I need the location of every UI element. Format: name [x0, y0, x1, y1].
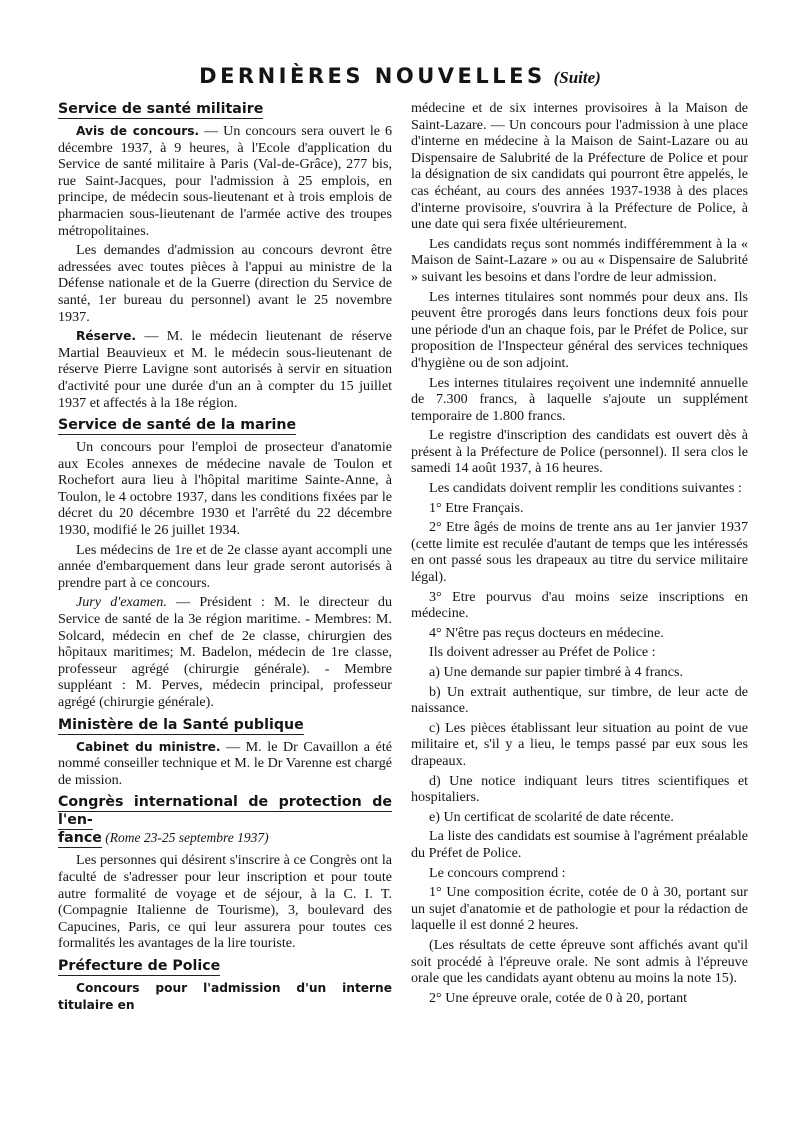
list-item: 4° N'être pas reçus docteurs en médecine. [429, 624, 664, 641]
paragraph: Jury d'examen. — Président : M. le directeur du Service de santé de la 3e région maritime. - Membres: M. Solcard, médecin en chef de 2e classe, chirurgien des hôpitaux maritimes; M. Badelon, médecin de 1re classe, professeur agrégé (chirurgie générale). - Membre suppléant : M. Perves, médecin principal, professeur agrégé (chirurgie générale). [58, 594, 392, 710]
list-item: 2° Une épreuve orale, cotée de 0 à 20, portant [429, 989, 688, 1006]
paragraph: Concours pour l'admission d'un interne titulaire en [58, 980, 392, 1012]
paragraph: (Les résultats de cette épreuve sont affichés avant qu'il soit procédé à l'épreuve orale. Ne sont admis à l'épreuve orale que les candidats ayant obtenu au moins la note 15). [411, 936, 748, 987]
list-item: e) Un certificat de scolarité de date récente. [429, 808, 674, 825]
paragraph: médecine et de six internes provisoires à la Maison de Saint-Lazare. — Un concours pour l'admission à une place d'interne en médecine à la Maison de Saint-Lazare ou au Dispensaire de Salubrité de la Préfecture de Police et pour la désignation de six candidats qui pourront être appelés, le cas échéant, au cours des années 1937-1938 à des places d'interne provisoire, s'ouvrira à la Préfecture de Police, à une date qui sera fixée ultérieurement. [411, 100, 748, 233]
section-heading: Congrès international de protection de l'en- fance (Rome 23-25 septembre 1937) [58, 794, 392, 847]
list-item: b) Un extrait authentique, sur timbre, de leur acte de naissance. [411, 683, 748, 717]
section-heading: Préfecture de Police [58, 957, 221, 974]
list-item: 1° Une composition écrite, cotée de 0 à 30, portant sur un sujet d'anatomie et de pathologie et pour la rédaction de laquelle il est donné 2 heures. [411, 884, 748, 934]
paragraph: Les internes titulaires sont nommés pour deux ans. Ils peuvent être prorogés dans leurs fonctions deux fois pour une période d'un an chaque fois, par le Préfet de Police, sur proposition de l'Inspecteur général des services techniques d'hygiène ou de son adjoint. [411, 288, 748, 371]
header-suite: (Suite) [553, 68, 601, 87]
list-item: 1° Etre Français. [429, 499, 524, 516]
paragraph: Le registre d'inscription des candidats est ouvert dès à présent à la Préfecture de Police (personnel). Il sera clos le samedi 14 août 1937, à 16 heures. [411, 427, 748, 477]
section-heading: Ministère de la Santé publique [58, 716, 304, 733]
paragraph: Les demandes d'admission au concours devront être adressées avec toutes pièces à l'appui au ministre de la Défense nationale et de la Guerre (direction du Service de santé, 1er bureau du personnel) avant le 25 novembre 1937. [58, 242, 392, 325]
paragraph: Les médecins de 1re et de 2e classe ayant accompli une année d'embarquement dans leur grade seront autorisés à prendre part à ce concours. [58, 541, 392, 591]
section-heading: Service de santé de la marine [58, 417, 297, 434]
paragraph: Réserve. — M. le médecin lieutenant de réserve Martial Beauvieux et M. le médecin sous-lieutenant de réserve Pierre Lavigne sont autorisés à servir en situation d'activité pour une durée d'un an à compter du 15 juillet 1937 et affectés à la 18e région. [58, 328, 392, 411]
paragraph: Avis de concours. — Un concours sera ouvert le 6 décembre 1937, à 9 heures, à l'Ecole d'application du Service de santé militaire à Paris (Val-de-Grâce), 277 bis, rue Saint-Jacques, pour l'admission à 25 emplois, en principe, de médecin sous-lieutenant et à trois emplois de pharmacien sous-lieutenant de l'armée active des troupes métropolitaines. [58, 123, 392, 239]
list-item: d) Une notice indiquant leurs titres scientifiques et hospitaliers. [411, 772, 748, 806]
paragraph: Le concours comprend : [429, 864, 566, 881]
paragraph: Ils doivent adresser au Préfet de Police : [429, 644, 656, 661]
paragraph: Les personnes qui désirent s'inscrire à ce Congrès ont la faculté de s'adresser pour leur inscription et pour toute autre formalité de voyage et de séjour, à la C. I. T. (Compagnie Italienne de Tourisme), 3, boulevard des Capucines, Paris, ce qui leur assurera pour toutes ces formalités les avantages de la lire touriste. [58, 852, 392, 952]
list-item: a) Une demande sur papier timbré à 4 francs. [429, 664, 683, 680]
right-column [411, 100, 748, 1009]
list-item: 3° Etre pourvus d'au moins seize inscriptions en médecine. [411, 588, 748, 622]
paragraph: La liste des candidats est soumise à l'agrément préalable du Préfet de Police. [411, 828, 748, 861]
paragraph: Cabinet du ministre. — M. le Dr Cavaillon a été nommé conseiller technique et M. le Dr Varenne est chargé de mission. [58, 738, 392, 788]
left-column [58, 100, 392, 1016]
paragraph: Un concours pour l'emploi de prosecteur d'anatomie aux Ecoles annexes de médecine navale de Toulon et Rochefort aura lieu à l'hôpital maritime Sainte-Anne, à Toulon, le 4 octobre 1937, dans les conditions fixées par le décret du 20 décembre 1930 et l'arrêté du 22 décembre 1930, modifié le 26 juillet 1934. [58, 439, 392, 539]
paragraph: Les candidats reçus sont nommés indifféremment à la « Maison de Saint-Lazare » ou au « Dispensaire de Salubrité » suivant les besoins et dans l'ordre de leur admission. [411, 235, 748, 285]
paragraph: Les candidats doivent remplir les conditions suivantes : [429, 480, 742, 497]
header-title: DERNIÈRES NOUVELLES [199, 64, 546, 88]
paragraph: Les internes titulaires reçoivent une indemnité annuelle de 7.300 francs, à laquelle s'ajoute un supplément temporaire de 1.800 francs. [411, 374, 748, 424]
page-header [0, 62, 800, 92]
list-item: 2° Etre âgés de moins de trente ans au 1er janvier 1937 (cette limite est reculée d'autant de temps que les intéressés en ont passé sous les drapeaux au titre du service militaire légal). [411, 519, 748, 586]
section-heading: Service de santé militaire [58, 101, 264, 117]
list-item: c) Les pièces établissant leur situation au point de vue militaire et, s'il y a lieu, le temps passé par eux sous les drapeaux. [411, 719, 748, 769]
